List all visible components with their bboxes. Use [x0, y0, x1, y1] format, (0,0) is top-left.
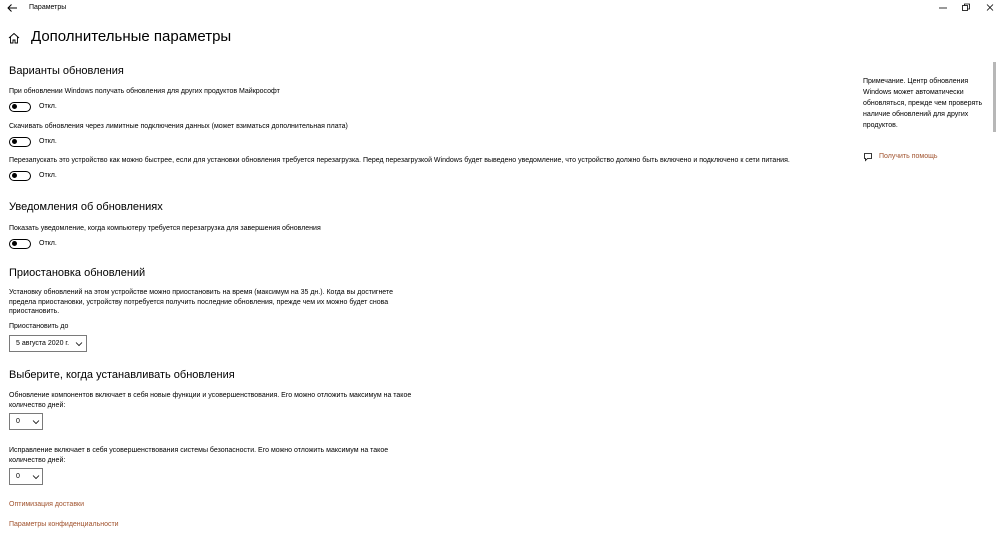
- pause-until-label: Приостановить до: [9, 323, 69, 330]
- toggle-state: Откл.: [39, 103, 57, 110]
- pause-description: Установку обновлений на этом устройстве можно приостановить на время (максимум на 35 дн.). Когда вы достигнете предела приостановки, устройству потребуется получить последние обновления, прежде чем их можно будет снова приостановить.: [9, 289, 393, 316]
- toggle-knob: [12, 173, 17, 178]
- toggle-restart-notification[interactable]: [9, 239, 31, 249]
- feature-defer-label: Обновление компонентов включает в себя новые функции и усовершенствования. Его можно отложить максимум на такое количество дней:: [9, 392, 412, 409]
- chevron-down-icon: [75, 341, 83, 347]
- maximize-icon[interactable]: [959, 2, 973, 14]
- close-icon[interactable]: [983, 2, 997, 14]
- toggle-state: Откл.: [39, 172, 57, 179]
- toggle-label-other-products: При обновлении Windows получать обновления для других продуктов Майкрософт: [9, 88, 280, 95]
- pause-until-dropdown[interactable]: [9, 335, 87, 352]
- section-title-install-timing: Выберите, когда устанавливать обновления: [9, 369, 235, 381]
- dropdown-value: 0: [16, 473, 20, 480]
- dropdown-value: 0: [16, 418, 20, 425]
- dropdown-value: 5 августа 2020 г.: [16, 340, 70, 347]
- chat-help-icon: [863, 152, 873, 162]
- toggle-metered[interactable]: [9, 137, 31, 147]
- chevron-down-icon: [32, 419, 40, 425]
- title-bar: [0, 0, 1000, 18]
- toggle-other-products[interactable]: [9, 102, 31, 112]
- side-note: Примечание. Центр обновления Windows может автоматически обновляться, прежде чем проверять наличие обновлений для других продуктов.: [863, 78, 983, 129]
- section-title-update-options: Варианты обновления: [9, 65, 124, 77]
- section-title-notifications: Уведомления об обновлениях: [9, 201, 163, 213]
- toggle-restart[interactable]: [9, 171, 31, 181]
- toggle-knob: [12, 104, 17, 109]
- back-arrow-icon[interactable]: [6, 2, 18, 14]
- toggle-knob: [12, 139, 17, 144]
- minimize-icon[interactable]: [936, 2, 950, 14]
- quality-defer-label: Исправление включает в себя усовершенствования системы безопасности. Его можно отложить максимум на такое количество дней:: [9, 447, 389, 464]
- toggle-knob: [12, 241, 17, 246]
- privacy-settings-link[interactable]: Параметры конфиденциальности: [9, 521, 119, 528]
- toggle-label-restart-notification: Показать уведомление, когда компьютеру требуется перезагрузка для завершения обновления: [9, 225, 321, 232]
- feature-defer-dropdown[interactable]: [9, 413, 43, 430]
- quality-defer-dropdown[interactable]: [9, 468, 43, 485]
- delivery-optimization-link[interactable]: Оптимизация доставки: [9, 501, 85, 508]
- page-title: Дополнительные параметры: [31, 28, 232, 45]
- toggle-state: Откл.: [39, 240, 57, 247]
- window-title: Параметры: [29, 4, 67, 11]
- scrollbar-thumb[interactable]: [993, 62, 996, 132]
- section-title-pause: Приостановка обновлений: [9, 267, 146, 279]
- home-icon[interactable]: [8, 32, 20, 44]
- toggle-label-restart: Перезапускать это устройство как можно быстрее, если для установки обновления требуется перезагрузка. Перед перезагрузкой Windows будет выведено уведомление, что устройство должно быть включено и подключено к сети питания.: [9, 157, 790, 164]
- chevron-down-icon: [32, 474, 40, 480]
- get-help-link[interactable]: Получить помощь: [879, 153, 938, 160]
- toggle-label-metered: Скачивать обновления через лимитные подключения данных (может взиматься дополнительная плата): [9, 123, 348, 130]
- toggle-state: Откл.: [39, 138, 57, 145]
